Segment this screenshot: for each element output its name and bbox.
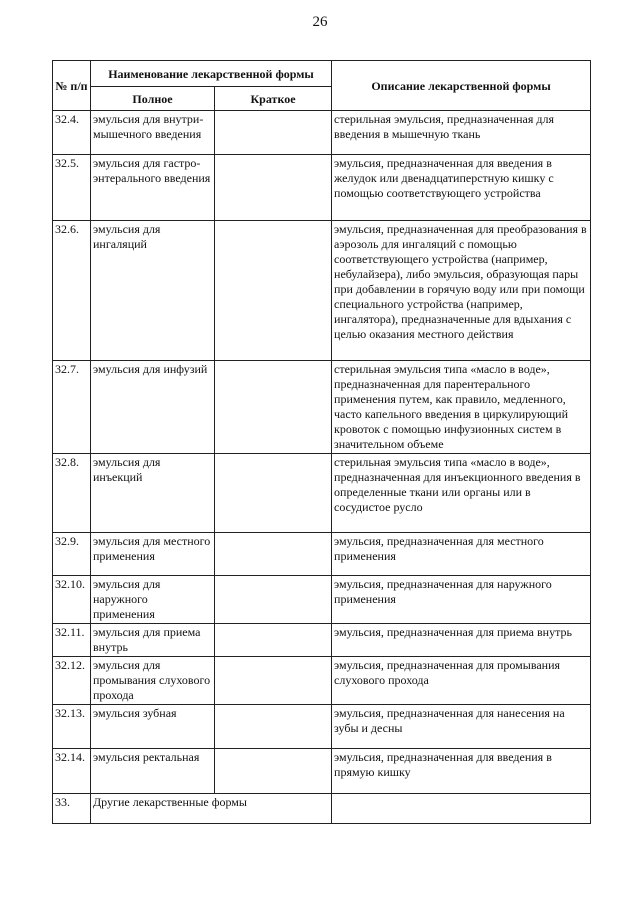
- header-description: Описание лекарственной формы: [332, 61, 591, 111]
- row-short-name: [215, 111, 332, 155]
- row-description: эмульсия, предназначенная для нанесения на зубы и десны: [332, 705, 591, 749]
- table-row: [53, 624, 591, 657]
- row-short-name: [215, 705, 332, 749]
- row-number: 32.14.: [53, 749, 91, 794]
- row-description: стерильная эмульсия типа «масло в воде», предназначенная для парентерального применения путем, как правило, медленного, часто капельного введения в циркулирующий кровоток с помощью инфузионных систем в значительном объеме: [332, 361, 591, 454]
- row-description: эмульсия, предназначенная для местного применения: [332, 533, 591, 576]
- header-short: Краткое: [215, 87, 332, 111]
- row-full-name: эмульсия для наружного применения: [91, 576, 215, 624]
- header-num: № п/п: [53, 61, 91, 111]
- row-short-name: [215, 576, 332, 624]
- row-number: 32.12.: [53, 657, 91, 705]
- row-number: 32.13.: [53, 705, 91, 749]
- table-row: [53, 111, 591, 155]
- row-number: 32.6.: [53, 221, 91, 361]
- row-full-name: эмульсия для гастро-энтерального введения: [91, 155, 215, 221]
- row-number: 32.4.: [53, 111, 91, 155]
- header-full: Полное: [91, 87, 215, 111]
- table-row: [53, 576, 591, 624]
- dosage-forms-table: [52, 60, 591, 824]
- table-row: [53, 657, 591, 705]
- row-description: стерильная эмульсия, предназначенная для введения в мышечную ткань: [332, 111, 591, 155]
- row-description: эмульсия, предназначенная для введения в прямую кишку: [332, 749, 591, 794]
- row-number: 33.: [53, 794, 91, 824]
- row-full-name: эмульсия для внутри-мышечного введения: [91, 111, 215, 155]
- row-number: 32.11.: [53, 624, 91, 657]
- row-short-name: [215, 657, 332, 705]
- table-row: [53, 454, 591, 533]
- table-row: [53, 155, 591, 221]
- row-description: стерильная эмульсия типа «масло в воде», предназначенная для инъекционного введения в определенные ткани или органы или в сосудистое русло: [332, 454, 591, 533]
- row-description: эмульсия, предназначенная для введения в желудок или двенадцатиперстную кишку с помощью соответствующего устройства: [332, 155, 591, 221]
- table-row: [53, 221, 591, 361]
- row-number: 32.5.: [53, 155, 91, 221]
- row-short-name: [215, 624, 332, 657]
- header-name-group: Наименование лекарственной формы: [91, 61, 332, 87]
- table-row: [53, 705, 591, 749]
- row-number: 32.10.: [53, 576, 91, 624]
- row-number: 32.8.: [53, 454, 91, 533]
- row-full-name: эмульсия для ингаляций: [91, 221, 215, 361]
- row-number: 32.9.: [53, 533, 91, 576]
- row-description: [332, 794, 591, 824]
- row-description: эмульсия, предназначенная для промывания слухового прохода: [332, 657, 591, 705]
- table-row: [53, 749, 591, 794]
- row-description: эмульсия, предназначенная для приема внутрь: [332, 624, 591, 657]
- row-short-name: [215, 361, 332, 454]
- row-full-name: эмульсия для промывания слухового прохода: [91, 657, 215, 705]
- row-short-name: [215, 533, 332, 576]
- table-row-other-forms: [53, 794, 591, 824]
- row-description: эмульсия, предназначенная для наружного применения: [332, 576, 591, 624]
- row-short-name: [215, 749, 332, 794]
- row-full-name: эмульсия для инъекций: [91, 454, 215, 533]
- row-full-name: эмульсия ректальная: [91, 749, 215, 794]
- table-row: [53, 361, 591, 454]
- row-description: эмульсия, предназначенная для преобразования в аэрозоль для ингаляций с помощью соответствующего устройства (например, небулайзера), либо эмульсия, образующая пары при добавлении в горячую воду или при помощи специального устройства (например, ингалятора), предназначенные для вдыхания с целью оказания местного действия: [332, 221, 591, 361]
- row-full-name: эмульсия для инфузий: [91, 361, 215, 454]
- row-short-name: [215, 454, 332, 533]
- row-other-forms-label: Другие лекарственные формы: [91, 794, 332, 824]
- table-row: [53, 533, 591, 576]
- row-full-name: эмульсия зубная: [91, 705, 215, 749]
- row-short-name: [215, 221, 332, 361]
- row-short-name: [215, 155, 332, 221]
- row-full-name: эмульсия для приема внутрь: [91, 624, 215, 657]
- row-full-name: эмульсия для местного применения: [91, 533, 215, 576]
- row-number: 32.7.: [53, 361, 91, 454]
- page-number: 26: [312, 14, 328, 30]
